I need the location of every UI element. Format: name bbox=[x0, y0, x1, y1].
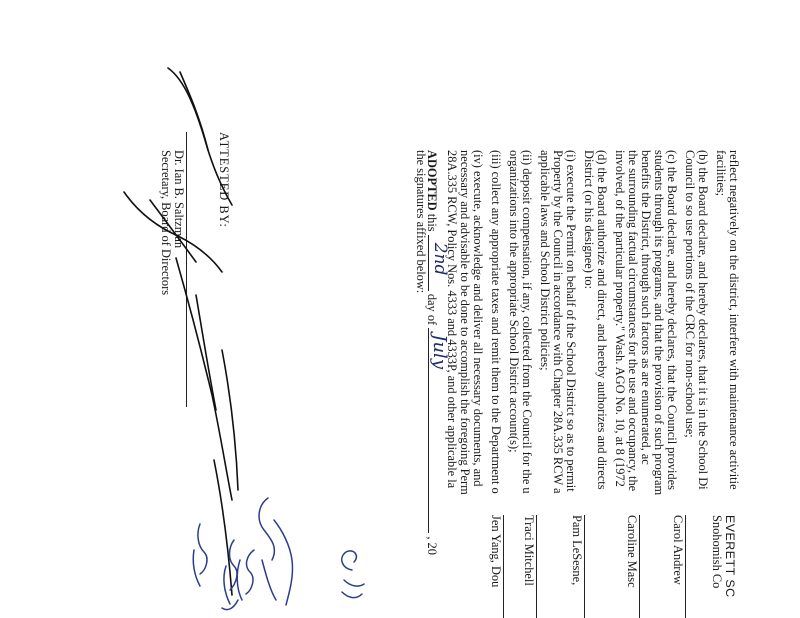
day-blank bbox=[428, 235, 450, 291]
text-line: (ii) deposit compensation, if any, collected from the Council for the u bbox=[520, 150, 534, 494]
month-blank bbox=[428, 328, 450, 533]
board-member-name: Pam LeSesne, bbox=[570, 515, 584, 586]
board-member-signatures bbox=[193, 498, 364, 610]
text-line: benefits the District, through such factors as are enumerated, ac bbox=[639, 150, 653, 465]
adopted-this: this bbox=[425, 213, 439, 232]
text-line: 28A.335 RCW, Policy Nos. 4333 and 4333P, and other applicable la bbox=[445, 150, 459, 489]
text-line: organizations into the appropriate School District account(s); bbox=[507, 150, 521, 453]
rotated-text-block bbox=[159, 132, 741, 618]
text-line: Property by the Council in accordance with Chapter 28A.335 RCW a bbox=[551, 150, 565, 494]
board-member-name: Traci Mitchell bbox=[522, 515, 536, 586]
signature-line bbox=[639, 515, 640, 618]
handwritten-day: 2nd bbox=[430, 242, 450, 276]
adopted-label: ADOPTED bbox=[425, 150, 439, 211]
text-line: (c) the Board declare, and hereby declares, that the Council provides bbox=[665, 150, 679, 490]
adopted-dayof: day of bbox=[425, 293, 439, 326]
board-member-name: Caroline Masc bbox=[625, 515, 639, 588]
text-line: involved, of the particular property." Wash. AGO No. 10, at 8 (1972 bbox=[613, 150, 627, 487]
signature-line bbox=[685, 515, 686, 618]
signature-line bbox=[186, 132, 187, 407]
text-line: Council to so use portions of the CRC for non-school use; bbox=[683, 150, 697, 438]
handwritten-month: July bbox=[429, 334, 450, 369]
adopted-year: , 20 bbox=[425, 536, 439, 555]
text-line: facilities; bbox=[714, 150, 728, 197]
board-member-name: Jen Yang, Dou bbox=[489, 515, 503, 588]
text-line: (i) execute the Permit on behalf of the School District so as to permit bbox=[564, 150, 578, 492]
board-member-name: Carol Andrew bbox=[671, 515, 685, 585]
text-line: the surrounding factual circumstances for the use and occupancy, the bbox=[626, 150, 640, 492]
board-heading: EVERETT SC bbox=[723, 515, 737, 598]
board-subheading: Snohomish Co bbox=[710, 515, 724, 589]
attested-label: ATTESTED BY: bbox=[217, 132, 231, 228]
text-line: (iv) execute, acknowledge and deliver all necessary documents, and bbox=[471, 150, 485, 487]
text-line: the signatures affixed below: bbox=[414, 150, 428, 294]
text-line: reflect negatively on the district, interfere with maintenance activitie bbox=[727, 150, 741, 490]
text-line: students through its programs, and that the provision of such program bbox=[652, 150, 666, 496]
attester-name: Dr. Ian B. Saltzman bbox=[172, 150, 186, 249]
text-line: District (or his designee) to: bbox=[582, 150, 596, 290]
signature-line bbox=[536, 515, 537, 618]
text-line: (b) the Board declare, and hereby declares, that it is in the School Di bbox=[696, 150, 710, 490]
signature-line bbox=[584, 515, 585, 618]
attester-title: Secretary, Board of Directors bbox=[159, 150, 173, 296]
text-line: applicable laws and School District policies; bbox=[538, 150, 552, 371]
signature-line bbox=[503, 515, 504, 618]
text-line: (iii) collect any appropriate taxes and remit them to the Department o bbox=[489, 150, 503, 494]
text-line: necessary and advisable to be done to accomplish the foregoing Perm bbox=[458, 150, 472, 495]
text-line: (d) the Board authorize and direct, and hereby authorizes and directs bbox=[595, 150, 609, 490]
